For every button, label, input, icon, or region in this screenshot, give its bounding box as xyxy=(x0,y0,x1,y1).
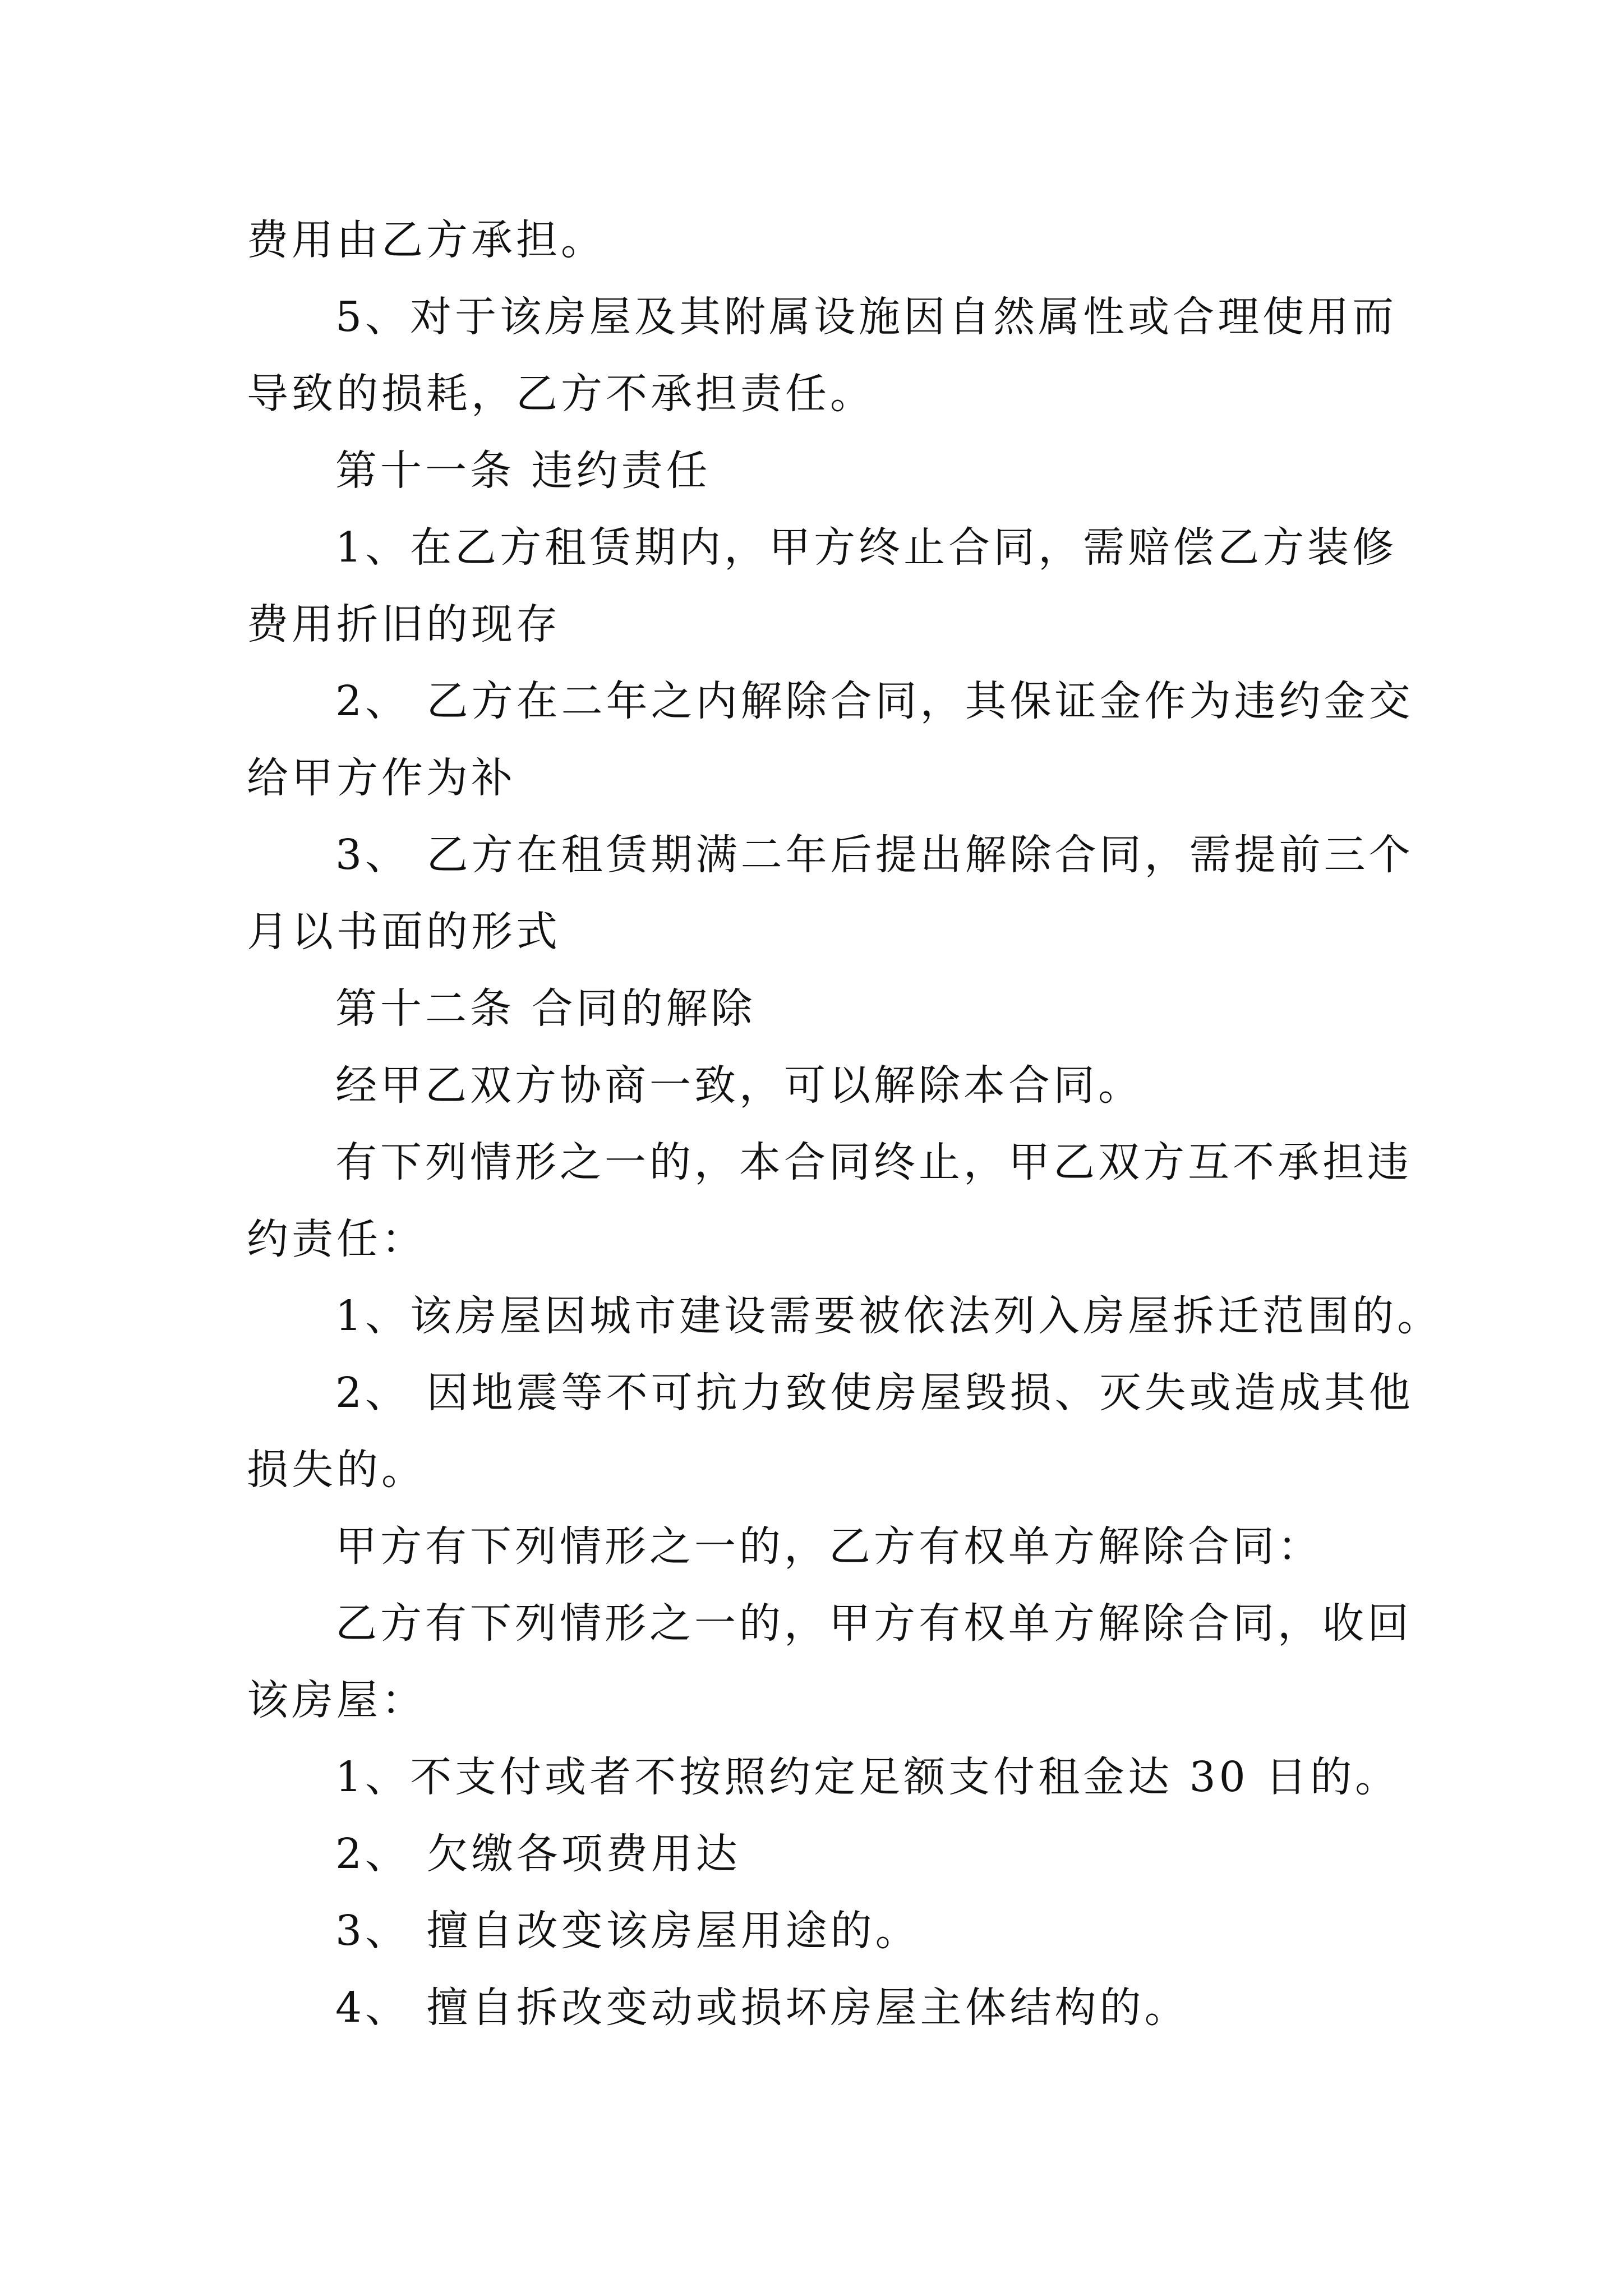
text-line-15: 1、该房屋因城市建设需要被依法列入房屋拆迁范围的。 xyxy=(335,1292,1442,1340)
text-line-18: 甲方有下列情形之一的，乙方有权单方解除合同： xyxy=(335,1522,1322,1571)
text-line-5: 1、在乙方租赁期内，甲方终止合同，需赔偿乙方装修 xyxy=(335,523,1398,572)
text-line-2: 5、对于该房屋及其附属设施因自然属性或合理使用而 xyxy=(335,293,1398,341)
text-line-22: 2、 欠缴各项费用达 xyxy=(335,1830,741,1878)
text-line-16: 2、 因地震等不可抗力致使房屋毁损、灭失或造成其他 xyxy=(335,1369,1414,1417)
text-line-10: 月以书面的形式 xyxy=(247,908,561,956)
text-line-24: 4、 擅自拆改变动或损坏房屋主体结构的。 xyxy=(335,1984,1189,2032)
text-line-1: 费用由乙方承担。 xyxy=(247,216,606,264)
section-heading-article-11: 第十一条 违约责任 xyxy=(335,447,711,495)
text-line-13: 有下列情形之一的，本合同终止，甲乙双方互不承担违 xyxy=(335,1138,1412,1186)
text-line-17: 损失的。 xyxy=(247,1446,426,1494)
text-line-14: 约责任： xyxy=(247,1215,426,1263)
document-body xyxy=(247,202,1442,2046)
text-line-3: 导致的损耗，乙方不承担责任。 xyxy=(247,370,875,418)
section-heading-article-12: 第十二条 合同的解除 xyxy=(335,984,756,1033)
text-line-23: 3、 擅自改变该房屋用途的。 xyxy=(335,1907,920,1955)
text-line-19: 乙方有下列情形之一的，甲方有权单方解除合同，收回 xyxy=(335,1599,1412,1648)
text-line-21: 1、不支付或者不按照约定足额支付租金达 30 日的。 xyxy=(335,1753,1400,1801)
text-line-8: 给甲方作为补 xyxy=(247,754,516,802)
text-line-12: 经甲乙双方协商一致，可以解除本合同。 xyxy=(335,1061,1143,1110)
text-line-7: 2、 乙方在二年之内解除合同，其保证金作为违约金交 xyxy=(335,677,1414,725)
text-line-9: 3、 乙方在租赁期满二年后提出解除合同，需提前三个 xyxy=(335,831,1414,879)
text-line-6: 费用折旧的现存 xyxy=(247,600,561,648)
text-line-20: 该房屋： xyxy=(247,1676,426,1724)
